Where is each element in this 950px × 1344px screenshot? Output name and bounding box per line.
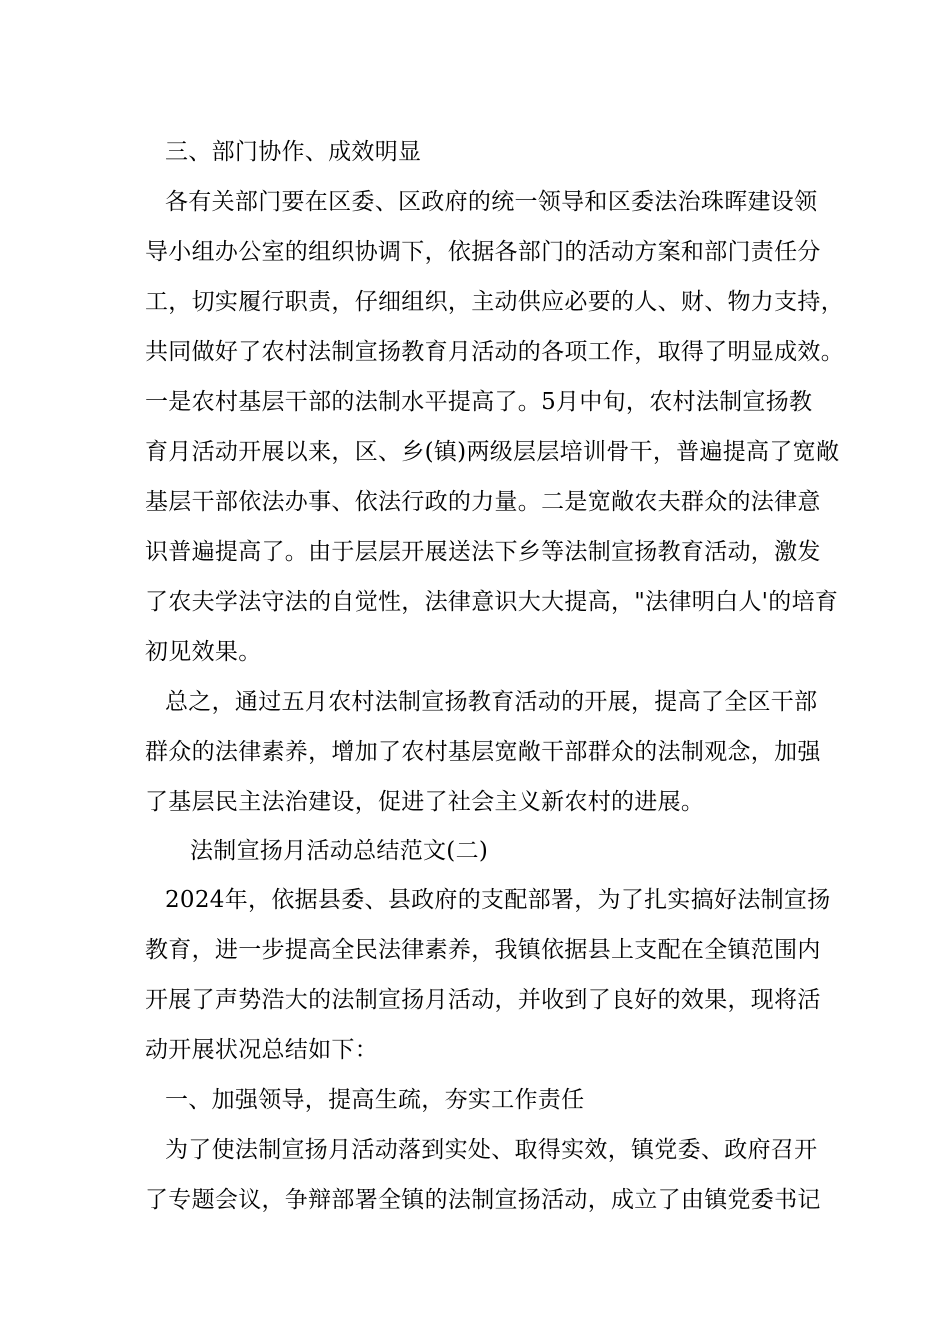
paragraph-line: 了基层民主法治建设，促进了社会主义新农村的进展。 xyxy=(145,789,705,815)
paragraph-line: 共同做好了农村法制宣扬教育月活动的各项工作，取得了明显成效。 xyxy=(145,339,844,365)
paragraph-line: 动开展状况总结如下： xyxy=(145,1037,378,1063)
paragraph-line: 基层干部依法办事、依法行政的力量。二是宽敞农夫群众的法律意 xyxy=(145,489,821,515)
paragraph-line: 工，切实履行职责，仔细组织，主动供应必要的人、财、物力支持， xyxy=(145,289,844,315)
section-heading: 三、部门协作、成效明显 xyxy=(165,139,422,165)
paragraph-line: 了农夫学法守法的自觉性，法律意识大大提高，"法律明白人'的培育 xyxy=(145,589,839,615)
article-title: 法制宣扬月活动总结范文(二) xyxy=(190,838,489,864)
section-heading: 一、加强领导，提高生疏，夯实工作责任 xyxy=(165,1087,585,1113)
paragraph-line: 总之，通过五月农村法制宣扬教育活动的开展，提高了全区干部 xyxy=(165,689,818,715)
paragraph-line: 育月活动开展以来，区、乡(镇)两级层层培训骨干，普遍提高了宽敞 xyxy=(145,439,840,465)
paragraph-line: 了专题会议，争辩部署全镇的法制宣扬活动，成立了由镇党委书记 xyxy=(145,1187,821,1213)
paragraph-line: 初见效果。 xyxy=(145,639,262,665)
paragraph-line: 教育，进一步提高全民法律素养，我镇依据县上支配在全镇范围内 xyxy=(145,937,821,963)
paragraph-line: 群众的法律素养，增加了农村基层宽敞干部群众的法制观念，加强 xyxy=(145,739,821,765)
paragraph-line: 一是农村基层干部的法制水平提高了。5月中旬，农村法制宣扬教 xyxy=(145,389,813,415)
paragraph-line: 各有关部门要在区委、区政府的统一领导和区委法治珠晖建设领 xyxy=(165,189,818,215)
paragraph-line: 2024年，依据县委、县政府的支配部署，为了扎实搞好法制宣扬 xyxy=(165,887,831,913)
paragraph-line: 为了使法制宣扬月活动落到实处、取得实效，镇党委、政府召开 xyxy=(165,1137,818,1163)
paragraph-line: 识普遍提高了。由于层层开展送法下乡等法制宣扬教育活动，激发 xyxy=(145,539,821,565)
paragraph-line: 开展了声势浩大的法制宣扬月活动，并收到了良好的效果，现将活 xyxy=(145,987,821,1013)
paragraph-line: 导小组办公室的组织协调下，依据各部门的活动方案和部门责任分 xyxy=(145,239,821,265)
